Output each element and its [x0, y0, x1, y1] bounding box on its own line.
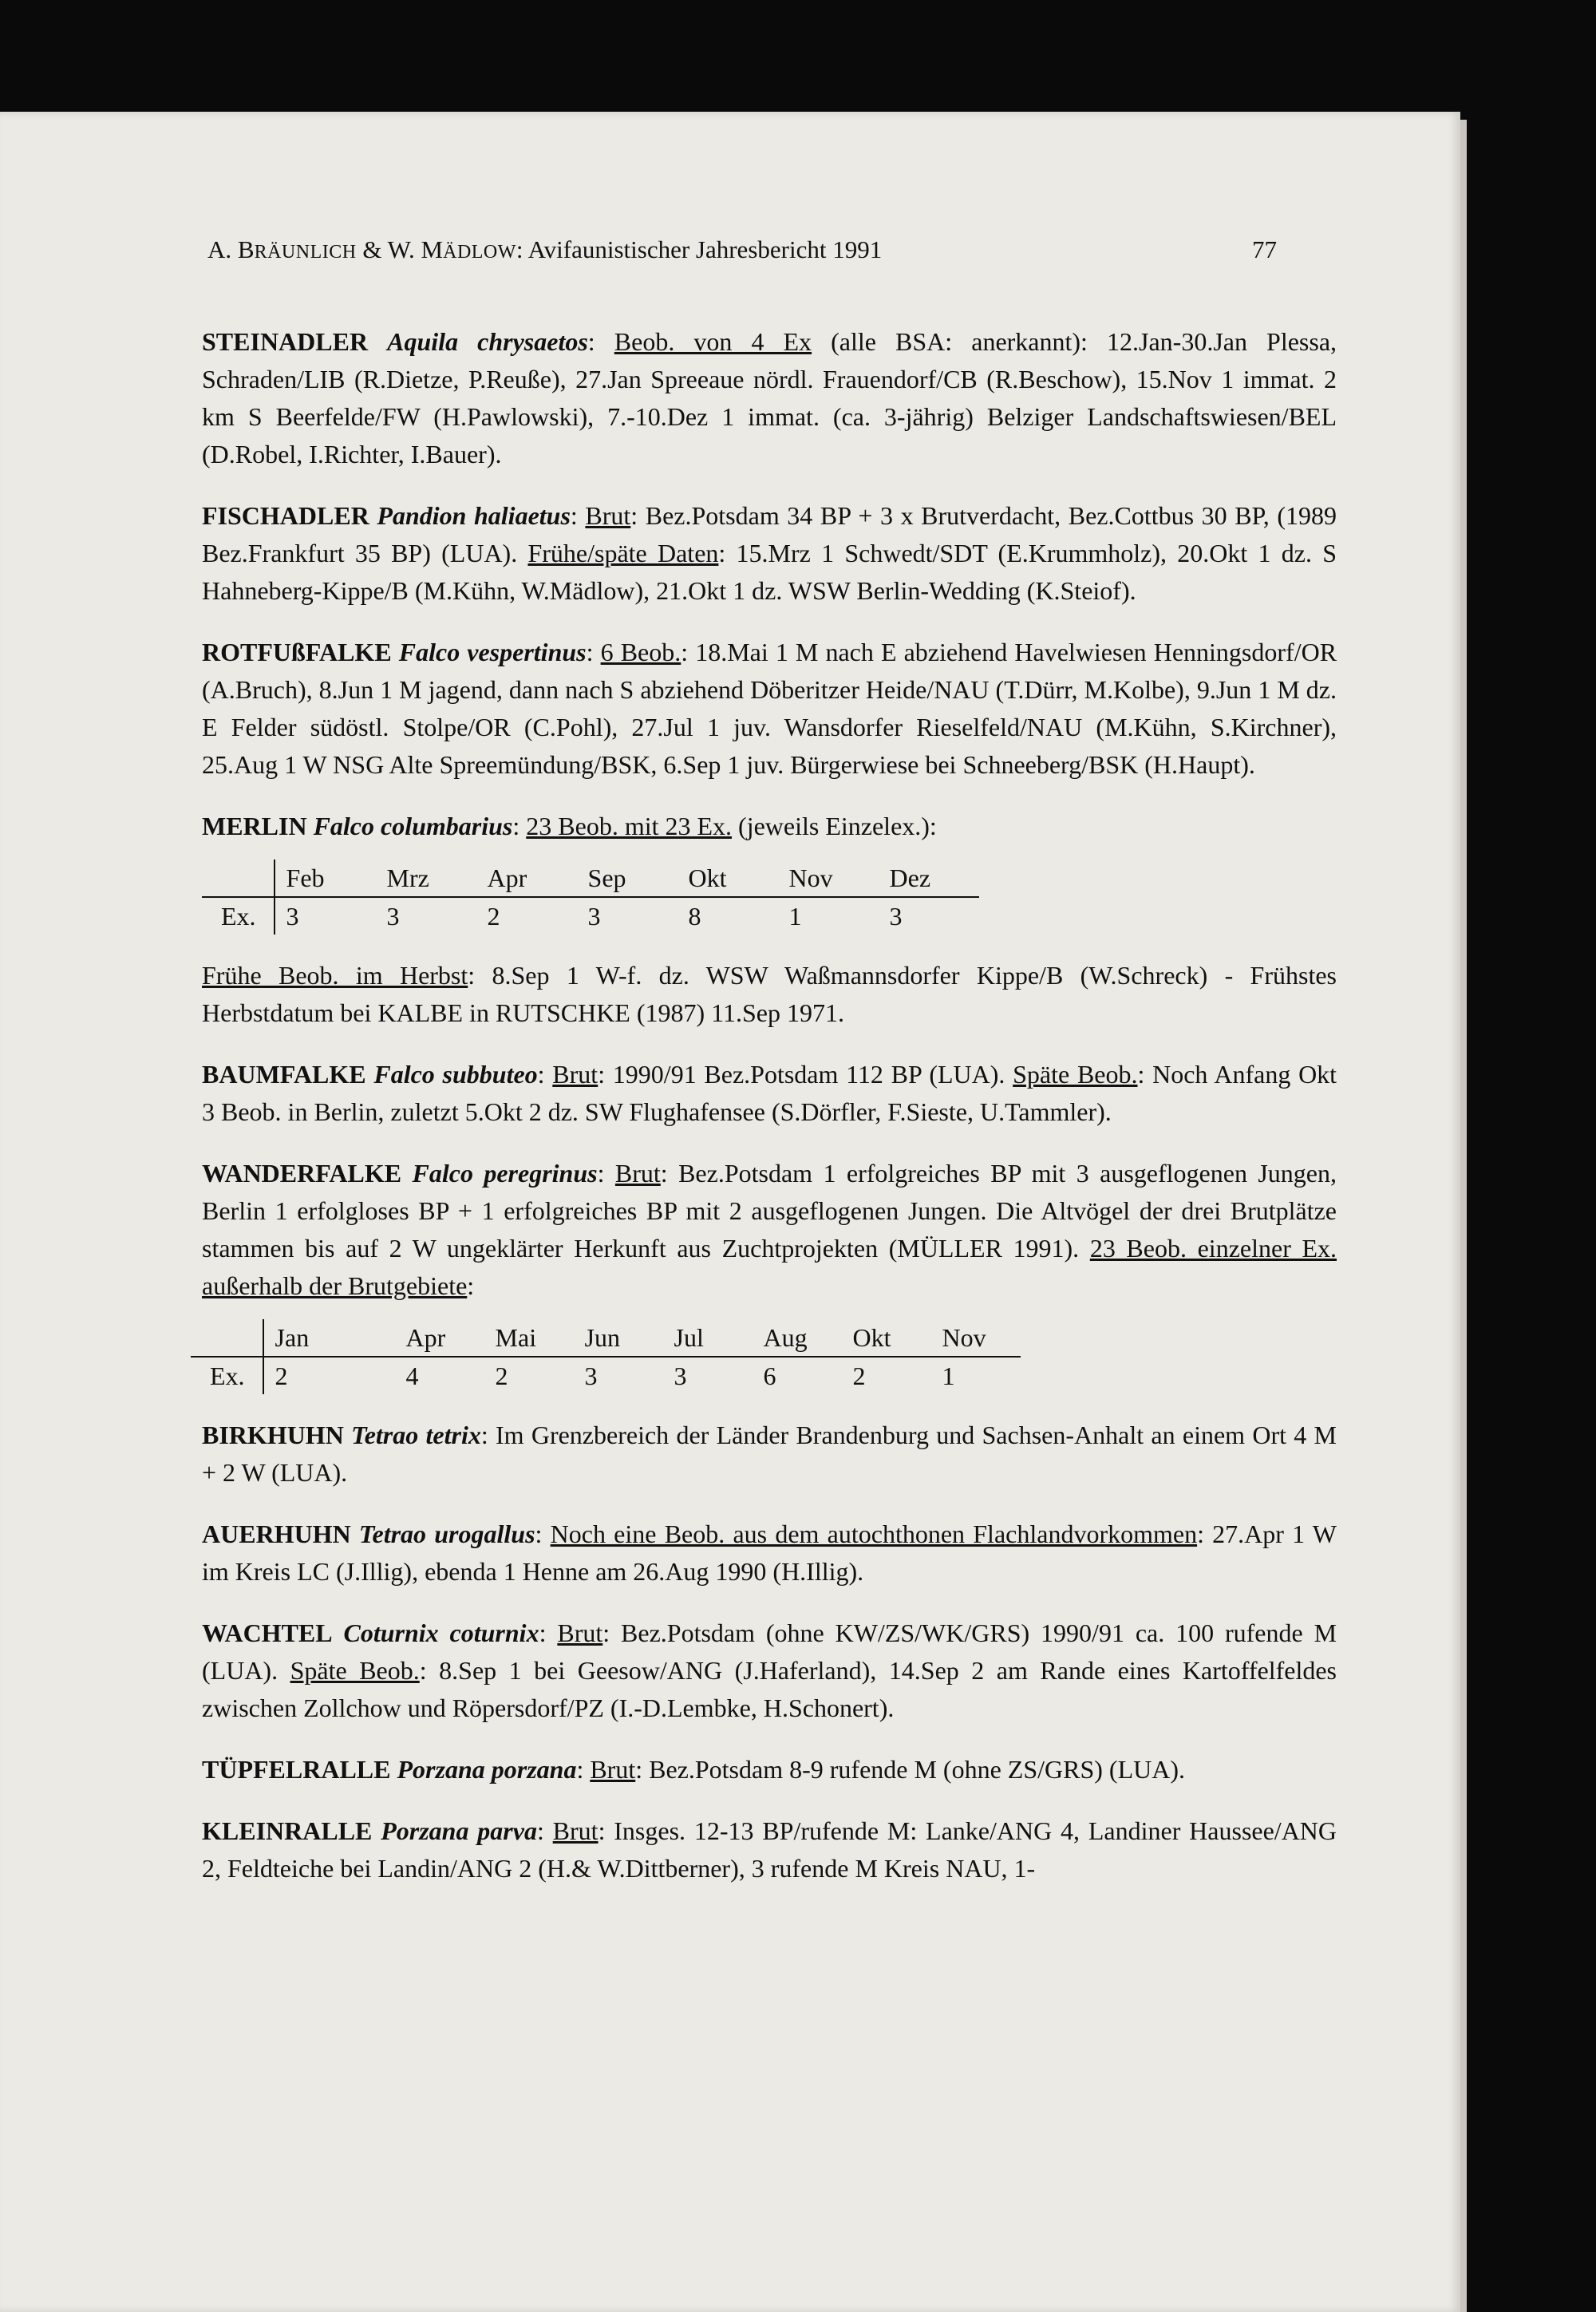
table-cell: Jun	[574, 1319, 663, 1357]
page-number: 77	[1252, 235, 1277, 263]
table-cell: 2	[495, 1362, 508, 1390]
wanderfalke-table	[191, 1319, 1021, 1394]
row-label: Ex.	[202, 897, 275, 935]
table-cell: Mrz	[376, 860, 476, 897]
table-cell: Okt	[842, 1319, 931, 1357]
table-row	[202, 897, 979, 935]
table-cell: Feb	[275, 860, 376, 897]
table-cell: 3	[587, 902, 601, 931]
table-cell: Okt	[678, 860, 778, 897]
table-cell: 3	[674, 1362, 687, 1390]
table-cell: Jan	[263, 1319, 395, 1357]
table-cell: 1	[788, 902, 802, 931]
table-cell: Sep	[577, 860, 678, 897]
merlin-table	[202, 860, 979, 935]
entry-steinadler: STEINADLER Aquila chrysaetos: Beob. von 4 Ex (alle BSA: anerkannt): 12.Jan-30.Jan Plessa, Schraden/LIB (R.Dietze, P.Reuße), 27.Jan Spreeaue nördl. Frauendorf/CB (R.Beschow), 15.Nov 1 immat. 2 km S Beerfelde/FW (H.Pawlowski), 7.-10.Dez 1 immat. (ca. 3-jährig) Belziger Landschaftswiesen/BEL (D.Robel, I.Richter, I.Bauer).	[202, 327, 1337, 468]
table-cell: Nov	[931, 1319, 1021, 1357]
running-header	[207, 235, 1277, 264]
entry-auerhuhn: AUERHUHN Tetrao urogallus: Noch eine Beob. aus dem autochthonen Flachlandvorkommen: 27.Apr 1 W im Kreis LC (J.Illig), ebenda 1 Henne am 26.Aug 1990 (H.Illig).	[202, 1520, 1337, 1586]
table-cell: 2	[487, 902, 500, 931]
table-cell: Mai	[484, 1319, 574, 1357]
table-cell: 1	[942, 1362, 955, 1390]
table-cell: 2	[852, 1362, 866, 1390]
table-cell: 3	[584, 1362, 598, 1390]
table-cell: 3	[386, 902, 400, 931]
table-header-row	[202, 860, 979, 897]
merlin-note: Frühe Beob. im Herbst: 8.Sep 1 W-f. dz. WSW Waßmannsdorfer Kippe/B (W.Schreck) - Frühstes Herbstdatum bei KALBE in RUTSCHKE (1987) 11.Sep 1971.	[202, 961, 1337, 1027]
table-cell: Jul	[663, 1319, 753, 1357]
table-cell: 2	[275, 1362, 288, 1390]
table-cell: Apr	[476, 860, 577, 897]
row-label: Ex.	[191, 1357, 263, 1394]
table-cell: Aug	[753, 1319, 842, 1357]
table-cell: Dez	[879, 860, 979, 897]
body-text	[202, 323, 1337, 1911]
entry-rotfussfalke: ROTFUßFALKE Falco vespertinus: 6 Beob.: 18.Mai 1 M nach E abziehend Havelwiesen Henningsdorf/OR (A.Bruch), 8.Jun 1 M jagend, dann nach S abziehend Döberitzer Heide/NAU (T.Dürr, M.Kolbe), 9.Jun 1 M dz. E Felder südöstl. Stolpe/OR (C.Pohl), 27.Jul 1 juv. Wansdorfer Rieselfeld/NAU (M.Kühn, S.Kirchner), 25.Aug 1 W NSG Alte Spreemündung/BSK, 6.Sep 1 juv. Bürgerwiese bei Schneeberg/BSK (H.Haupt).	[202, 638, 1337, 779]
table-cell: Apr	[395, 1319, 484, 1357]
table-cell: 6	[763, 1362, 776, 1390]
header-title: A. BRÄUNLICH & W. MÄDLOW: Avifaunistischer Jahresbericht 1991	[207, 235, 883, 263]
entry-birkhuhn: BIRKHUHN Tetrao tetrix: Im Grenzbereich der Länder Brandenburg und Sachsen-Anhalt an einem Ort 4 M + 2 W (LUA).	[202, 1421, 1337, 1487]
table-cell: 8	[688, 902, 701, 931]
entry-wanderfalke: WANDERFALKE Falco peregrinus: Brut: Bez.Potsdam 1 erfolgreiches BP mit 3 ausgeflogenen Jungen, Berlin 1 erfolgloses BP + 1 erfolgreiches BP mit 2 ausgeflogenen Jungen. Die Altvögel der drei Brutplätze stammen bis auf 2 W ungeklärter Herkunft aus Zuchtprojekten (MÜLLER 1991). 23 Beob. einzelner Ex. außerhalb der Brutgebiete:	[202, 1159, 1337, 1300]
table-cell: 4	[405, 1362, 419, 1390]
entry-merlin: MERLIN Falco columbarius: 23 Beob. mit 23 Ex. (jeweils Einzelex.):	[202, 812, 937, 840]
entry-wachtel: WACHTEL Coturnix coturnix: Brut: Bez.Potsdam (ohne KW/ZS/WK/GRS) 1990/91 ca. 100 rufende M (LUA). Späte Beob.: 8.Sep 1 bei Geesow/ANG (J.Haferland), 14.Sep 2 am Rande eines Kartoffelfeldes zwischen Zollchow und Röpersdorf/PZ (I.-D.Lembke, H.Schonert).	[202, 1618, 1337, 1722]
table-cell: 3	[889, 902, 903, 931]
page-edge	[1460, 120, 1467, 2312]
table-cell: Nov	[778, 860, 879, 897]
table-row	[191, 1357, 1021, 1394]
entry-kleinralle: KLEINRALLE Porzana parva: Brut: Insges. 12-13 BP/rufende M: Lanke/ANG 4, Landiner Haussee/ANG 2, Feldteiche bei Landin/ANG 2 (H.& W.Dittberner), 3 rufende M Kreis NAU, 1-	[202, 1816, 1337, 1883]
table-cell: 3	[286, 902, 299, 931]
table-header-row	[191, 1319, 1021, 1357]
entry-baumfalke: BAUMFALKE Falco subbuteo: Brut: 1990/91 Bez.Potsdam 112 BP (LUA). Späte Beob.: Noch Anfang Okt 3 Beob. in Berlin, zuletzt 5.Okt 2 dz. SW Flughafensee (S.Dörfler, F.Sieste, U.Tammler).	[202, 1060, 1337, 1126]
entry-tuepfelralle: TÜPFELRALLE Porzana porzana: Brut: Bez.Potsdam 8-9 rufende M (ohne ZS/GRS) (LUA).	[202, 1755, 1185, 1784]
entry-fischadler: FISCHADLER Pandion haliaetus: Brut: Bez.Potsdam 34 BP + 3 x Brutverdacht, Bez.Cottbus 30 BP, (1989 Bez.Frankfurt 35 BP) (LUA). Frühe/späte Daten: 15.Mrz 1 Schwedt/SDT (E.Krummholz), 20.Okt 1 dz. S Hahneberg-Kippe/B (M.Kühn, W.Mädlow), 21.Okt 1 dz. WSW Berlin-Wedding (K.Steiof).	[202, 501, 1337, 605]
